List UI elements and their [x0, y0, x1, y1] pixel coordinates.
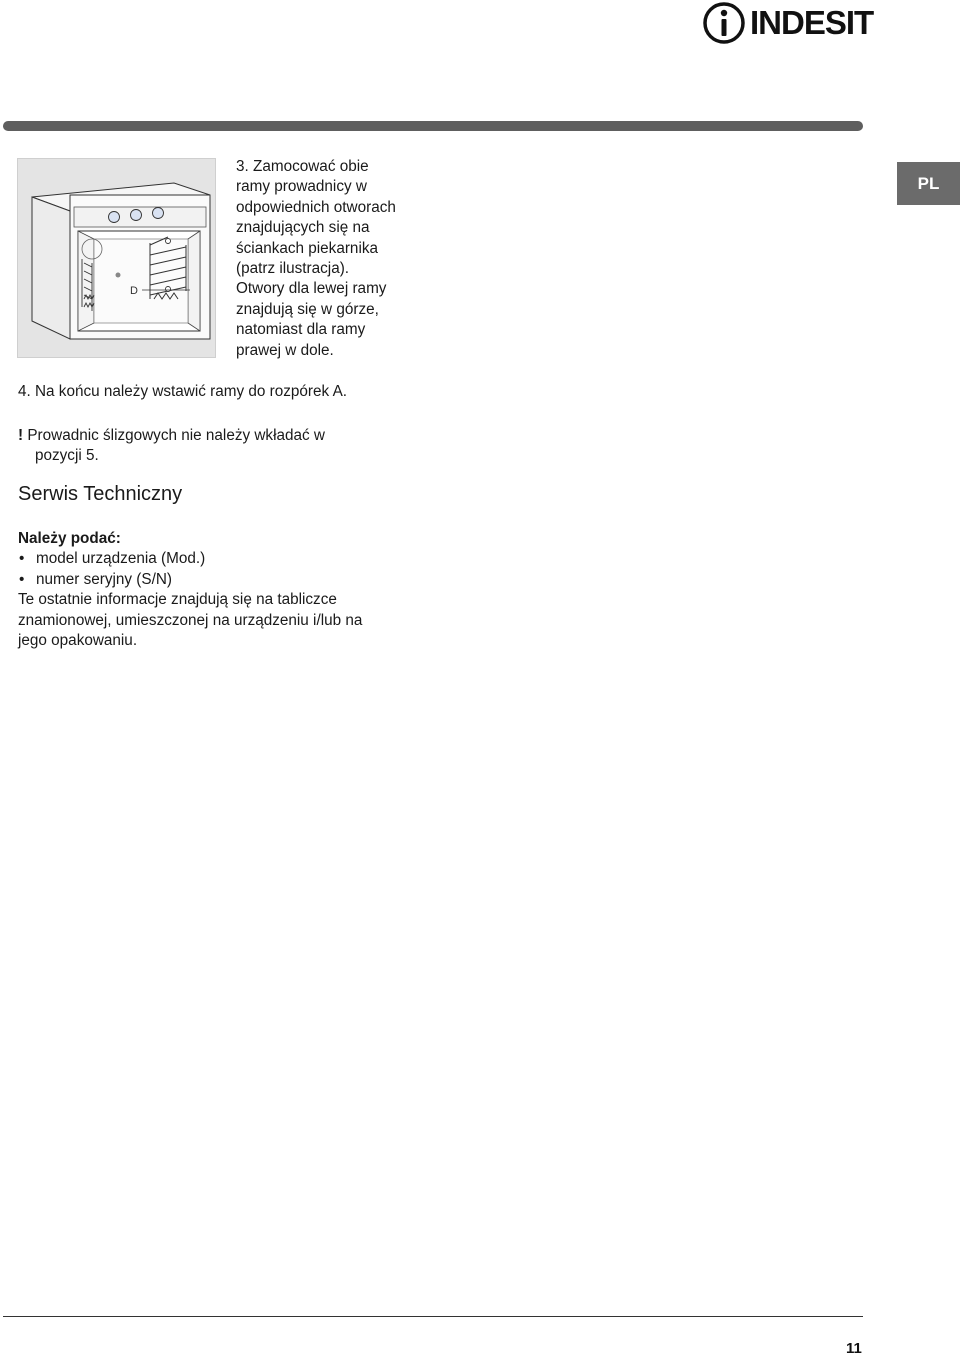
warning-mark: ! [18, 427, 24, 444]
step-3-line: prawej w dole. [236, 341, 334, 359]
callout-d-label: D [130, 285, 138, 297]
header-rule [3, 121, 863, 131]
bullet-icon: • [19, 570, 25, 588]
page-number: 11 [846, 1340, 862, 1357]
list-item [18, 549, 438, 569]
step-3-line: 3. Zamocować obie [236, 158, 369, 175]
step-3-line: odpowiednich otworach [236, 198, 396, 216]
step-3-line: znajdują się w górze, [236, 300, 379, 318]
brand-name: INDESIT [750, 4, 874, 41]
service-note-line: znamionowej, umieszczonej na urządzeniu i/lub na [18, 611, 363, 629]
warning-line-2: pozycji 5. [35, 447, 99, 465]
service-note-line: jego opakowaniu. [18, 632, 138, 650]
step-3-text [236, 157, 426, 361]
oven-illustration [17, 158, 216, 358]
step-3-line: (patrz ilustracja). [236, 260, 350, 278]
list-item [18, 570, 438, 590]
step-3-line: natomiast dla ramy [236, 321, 366, 339]
warning-note [18, 426, 438, 467]
logo-mark-icon [702, 0, 748, 46]
list-item-text: model urządzenia (Mod.) [36, 550, 206, 568]
step-3-line: znajdujących się na [236, 219, 370, 237]
step-3-line: ramy prowadnicy w [236, 178, 367, 196]
service-lead: Należy podać: [18, 530, 121, 547]
warning-line-1: Prowadnic ślizgowych nie należy wkładać w [27, 427, 325, 444]
service-info-block [18, 529, 438, 651]
step-4-text: 4. Na końcu należy wstawić ramy do rozpórek A. [18, 383, 348, 400]
step-3-line: Otwory dla lewej ramy [236, 280, 387, 298]
list-item-text: numer seryjny (S/N) [36, 570, 172, 588]
bullet-icon: • [19, 550, 25, 568]
oven-rack-diagram [18, 159, 217, 359]
footer-rule [3, 1316, 863, 1317]
section-title-service: Serwis Techniczny [18, 483, 183, 505]
language-tab: PL [897, 162, 960, 205]
step-3-line: ściankach piekarnika [236, 239, 378, 257]
service-note-line: Te ostatnie informacje znajdują się na tabliczce [18, 591, 337, 609]
indesit-logo [702, 0, 874, 46]
